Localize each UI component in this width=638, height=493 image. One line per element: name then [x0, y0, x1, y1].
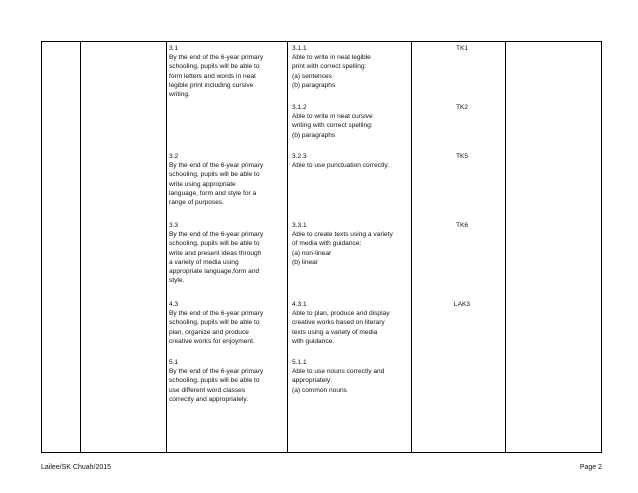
content-standard-3-1: 3.1 By the end of the 6-year primary schooling, pupils will be able to form letters and words in neat legible print including cursive writing. — [169, 45, 264, 99]
column-divider — [166, 42, 167, 452]
ref-tk1: TK1 — [455, 45, 469, 52]
learning-standard-3-1-1: 3.1.1 Able to write in neat legible print with correct spelling: (a) sentences (b) paragraphs — [292, 45, 371, 89]
footer-author: Lailee/SK Chuah/2015 — [41, 464, 112, 471]
ref-tk2: TK2 — [455, 104, 469, 111]
ref-tk5: TK5 — [455, 153, 469, 160]
content-standard-4-3: 4.3 By the end of the 6-year primary schooling, pupils will be able to plan, organize and produce creative works for enjoyment. — [169, 301, 264, 345]
learning-standard-4-3-1: 4.3.1 Able to plan, produce and display creative works based on literary texts using a variety of media with guidance. — [292, 301, 390, 345]
learning-standard-5-1-1: 5.1.1 Able to use nouns correctly and appropriately: (a) common nouns — [292, 359, 385, 394]
ref-tk6: TK6 — [455, 222, 469, 229]
footer-page-number: Page 2 — [579, 464, 602, 471]
content-standard-3-3: 3.3 By the end of the 6-year primary schooling, pupils will be able to write and present ideas through a variety of media using appropriate language,form and style. — [169, 222, 264, 285]
content-standard-5-1: 5.1 By the end of the 6-year primary schooling, pupils will be able to use different word classes correctly and appropriately. — [169, 359, 264, 403]
column-divider — [80, 42, 81, 452]
content-standard-3-2: 3.2 By the end of the 6-year primary schooling, pupils will be able to write using appropriate language, form and style for a range of purposes. — [169, 153, 264, 207]
column-divider — [505, 42, 506, 452]
learning-standard-3-3-1: 3.3.1 Able to create texts using a variety of media with guidance: (a) non-linear (b) linear — [292, 222, 393, 266]
learning-standard-3-2-3: 3.2.3 Able to use punctuation correctly. — [292, 153, 390, 170]
learning-standard-3-1-2: 3.1.2 Able to write in neat cursive writing with correct spelling: (b) paragraphs — [292, 104, 373, 139]
column-divider — [287, 42, 288, 452]
ref-lak3: LAK3 — [453, 301, 471, 308]
column-divider — [411, 42, 412, 452]
